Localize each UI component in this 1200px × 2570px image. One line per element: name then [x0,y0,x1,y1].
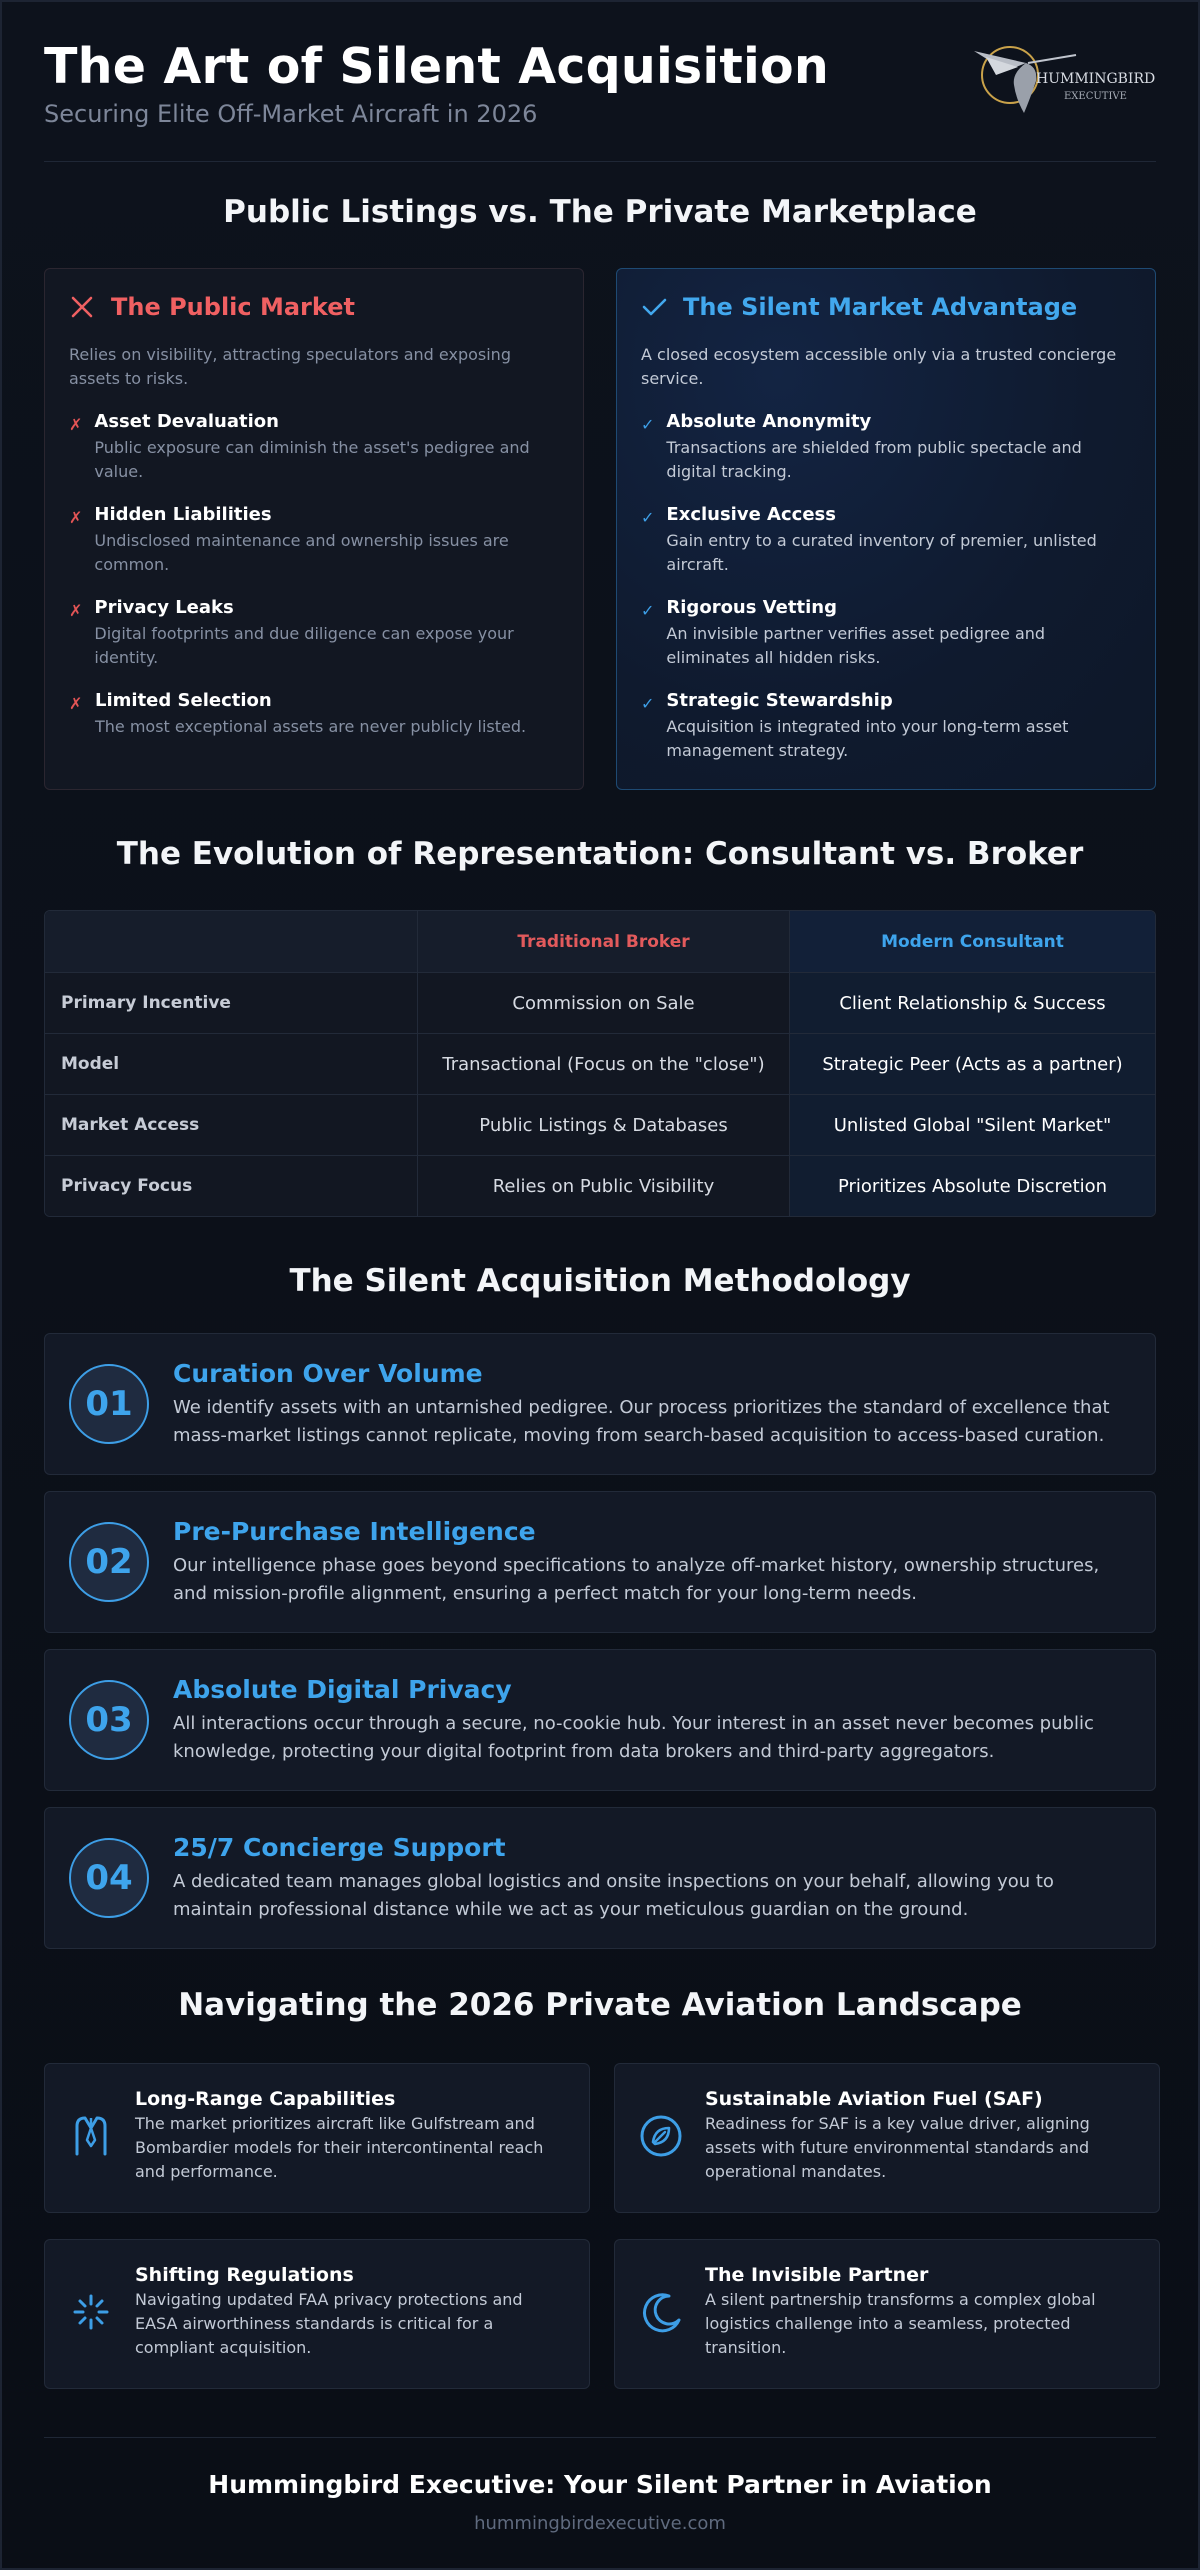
svg-text:HUMMINGBIRD: HUMMINGBIRD [1036,71,1156,87]
table-cell: Public Listings & Databases [417,1095,789,1155]
public-market-intro: Relies on visibility, attracting speculators and exposing assets to risks. [69,345,511,388]
step-number-badge: 01 [69,1364,149,1444]
check-icon [641,294,667,320]
methodology-step [44,1807,1156,1949]
check-icon: ✓ [641,415,655,434]
cross-icon: ✗ [69,601,83,620]
list-item [69,690,559,739]
table-cell: Relies on Public Visibility [417,1156,789,1216]
evolution-heading: The Evolution of Representation: Consultant vs. Broker [116,836,1084,872]
landscape-card-desc: Navigating updated FAA privacy protections and EASA airworthiness standards is critical for a compliant acquisition. [135,2290,523,2357]
table-header-row [45,911,1155,972]
item-desc: Transactions are shielded from public spectacle and digital tracking. [666,438,1082,481]
landscape-card [614,2239,1160,2389]
item-desc: An invisible partner verifies asset pedigree and eliminates all hidden risks. [666,624,1046,667]
item-title: Absolute Anonymity [666,411,872,432]
landscape-card-title: Long-Range Capabilities [135,2088,396,2110]
moon-icon [639,2290,683,2334]
item-title: Limited Selection [95,690,272,711]
methodology-step [44,1491,1156,1633]
methodology-step [44,1649,1156,1791]
step-number-badge: 02 [69,1522,149,1602]
item-desc: Undisclosed maintenance and ownership issues are common. [94,531,509,574]
list-item [69,504,559,577]
list-item [641,597,1131,670]
step-desc: Our intelligence phase goes beyond specifications to analyze off-market history, ownership structures, and mission-profile alignment, ensuring a perfect match for your long-term needs. [173,1554,1100,1604]
step-desc: We identify assets with an untarnished pedigree. Our process prioritizes the standard of excellence that mass-market listings cannot replicate, moving from search-based acquisition to access-based curation. [173,1396,1110,1446]
list-item [69,597,559,670]
cross-icon: ✗ [69,508,83,527]
page-subtitle: Securing Elite Off-Market Aircraft in 2026 [44,100,538,128]
footer-url-link[interactable]: hummingbirdexecutive.com [474,2513,726,2534]
table-cell: Commission on Sale [417,973,789,1033]
step-title: Absolute Digital Privacy [173,1674,512,1704]
item-desc: Gain entry to a curated inventory of premier, unlisted aircraft. [666,531,1097,574]
landscape-card-title: Shifting Regulations [135,2264,354,2286]
check-icon: ✓ [641,694,655,713]
item-title: Exclusive Access [666,504,836,525]
item-title: Strategic Stewardship [666,690,893,711]
methodology-heading: The Silent Acquisition Methodology [289,1263,911,1299]
table-header-cell [45,911,417,972]
table-header-cell: Traditional Broker [417,911,789,972]
item-desc: The most exceptional assets are never publicly listed. [95,717,527,736]
table-row [45,1033,1155,1094]
step-number-badge: 03 [69,1680,149,1760]
silent-market-card [616,268,1156,790]
item-title: Asset Devaluation [94,411,279,432]
check-icon: ✓ [641,508,655,527]
table-cell: Market Access [45,1095,417,1155]
landscape-card-title: Sustainable Aviation Fuel (SAF) [705,2088,1043,2110]
table-cell: Transactional (Focus on the "close") [417,1034,789,1094]
item-desc: Digital footprints and due diligence can expose your identity. [94,624,514,667]
silent-market-intro: A closed ecosystem accessible only via a trusted concierge service. [641,345,1117,388]
leaf-badge-icon [639,2114,683,2158]
cross-icon: ✗ [69,415,83,434]
table-cell: Client Relationship & Success [789,973,1155,1033]
landscape-heading: Navigating the 2026 Private Aviation Landscape [178,1987,1022,2023]
methodology-steps [44,1333,1156,1949]
item-desc: Acquisition is integrated into your long-term asset management strategy. [666,717,1069,760]
footer [44,2437,1156,2534]
table-row [45,1155,1155,1216]
list-item [641,690,1131,763]
item-title: Privacy Leaks [94,597,234,618]
table-header-cell: Modern Consultant [789,911,1155,972]
step-title: Pre-Purchase Intelligence [173,1516,536,1546]
item-title: Hidden Liabilities [94,504,272,525]
step-title: Curation Over Volume [173,1358,483,1388]
public-market-card [44,268,584,790]
silent-market-title: The Silent Market Advantage [683,293,1078,321]
table-cell: Prioritizes Absolute Discretion [789,1156,1155,1216]
table-cell: Primary Incentive [45,973,417,1033]
list-item [69,411,559,484]
table-cell: Unlisted Global "Silent Market" [789,1095,1155,1155]
sparkle-icon [69,2290,113,2334]
landscape-grid [44,2063,1156,2389]
landscape-card-desc: A silent partnership transforms a complex global logistics challenge into a seamless, protected transition. [705,2290,1096,2357]
step-number-badge: 04 [69,1838,149,1918]
table-row [45,1094,1155,1155]
landscape-card [44,2063,590,2213]
step-desc: A dedicated team manages global logistics and onsite inspections on your behalf, allowing you to maintain professional distance while we act as your meticulous guardian on the ground. [173,1870,1054,1920]
item-title: Rigorous Vetting [666,597,837,618]
public-market-title: The Public Market [111,293,355,321]
comparison-heading: Public Listings vs. The Private Marketplace [223,194,977,230]
item-desc: Public exposure can diminish the asset's pedigree and value. [94,438,530,481]
table-cell: Model [45,1034,417,1094]
table-cell: Privacy Focus [45,1156,417,1216]
comparison-table [44,910,1156,1217]
step-desc: All interactions occur through a secure, no-cookie hub. Your interest in an asset never becomes public knowledge, protecting your digital footprint from data brokers and third-party aggregators. [173,1712,1094,1762]
tie-icon [69,2114,113,2158]
page-title: The Art of Silent Acquisition [44,38,829,95]
svg-text:EXECUTIVE: EXECUTIVE [1064,91,1127,102]
step-title: 25/7 Concierge Support [173,1832,506,1862]
landscape-card-desc: Readiness for SAF is a key value driver, aligning assets with future environmental standards and operational mandates. [705,2114,1090,2181]
table-row [45,972,1155,1033]
landscape-card-title: The Invisible Partner [705,2264,929,2286]
header [44,38,1156,162]
footer-title: Hummingbird Executive: Your Silent Partner in Aviation [208,2470,992,2499]
table-cell: Strategic Peer (Acts as a partner) [789,1034,1155,1094]
landscape-card [44,2239,590,2389]
landscape-card-desc: The market prioritizes aircraft like Gulfstream and Bombardier models for their intercontinental reach and performance. [135,2114,544,2181]
landscape-card [614,2063,1160,2213]
cross-icon: ✗ [69,694,83,713]
comparison-cards [44,268,1156,790]
check-icon: ✓ [641,601,655,620]
hummingbird-logo[interactable] [966,38,1156,124]
list-item [641,411,1131,484]
list-item [641,504,1131,577]
close-icon [69,294,95,320]
methodology-step [44,1333,1156,1475]
